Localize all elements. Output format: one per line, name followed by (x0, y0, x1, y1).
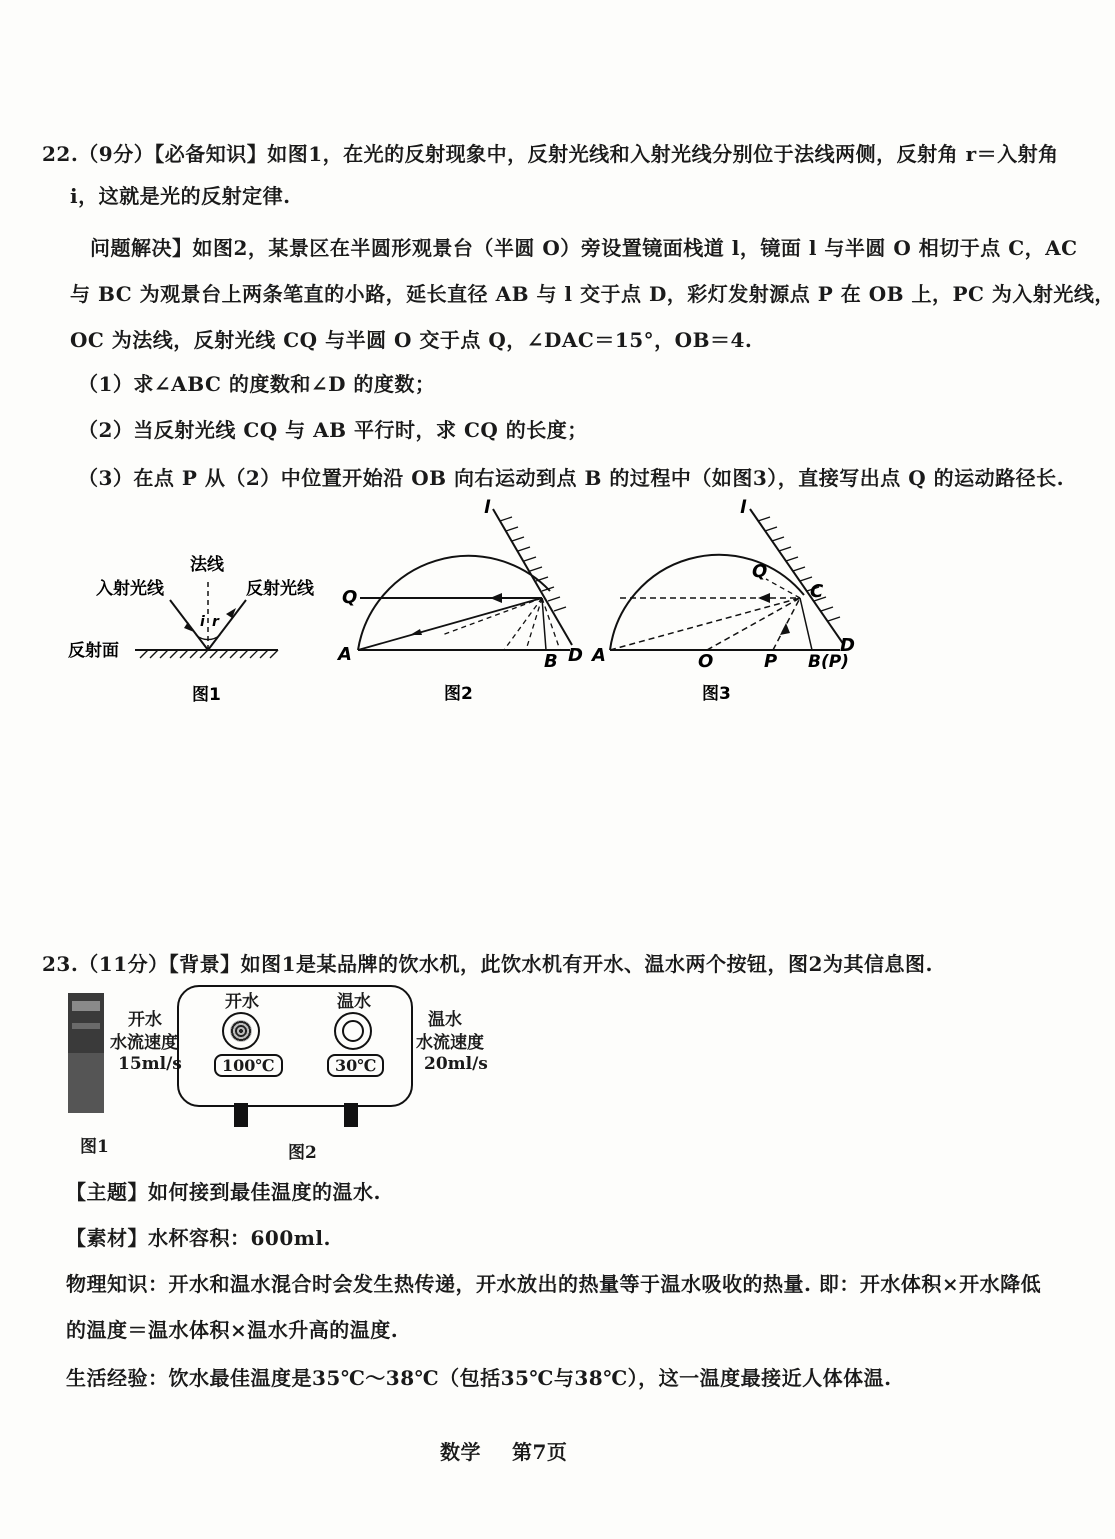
fig3-D-label: D (840, 635, 855, 656)
hot-temp-badge: 100℃ (214, 1054, 283, 1077)
fig1-r-label: r (212, 614, 219, 630)
footer-subject: 数学 (440, 1440, 481, 1464)
q23-life: 生活经验：饮水最佳温度是35℃～38℃（包括35℃与38℃），这一温度最接近人体体温. (66, 1366, 892, 1390)
q22-line1: 22.（9分）【必备知识】如图1，在光的反射现象中，反射光线和入射光线分别位于法线两侧，反射角 r＝入射角 (42, 142, 1059, 166)
q22-sub1: （1）求∠ABC 的度数和∠D 的度数； (78, 372, 436, 396)
q22-line2: i，这就是光的反射定律. (70, 184, 291, 208)
fig1-surface-label: 反射面 (68, 641, 119, 661)
warm-button-label: 温水 (337, 992, 371, 1012)
q23-theme: 【主题】如何接到最佳温度的温水. (66, 1180, 381, 1204)
q23-line1: 23.（11分）【背景】如图1是某品牌的饮水机，此饮水机有开水、温水两个按钮，图2为其信息图. (42, 952, 933, 976)
fig3-O-label: O (698, 651, 714, 672)
fig1-reflected-label: 反射光线 (246, 579, 314, 599)
q22-line3: 问题解决】如图2，某景区在半圆形观景台（半圆 O）旁设置镜面栈道 l，镜面 l 与半圆 O 相切于点 C，AC (90, 236, 1078, 260)
fig3-P-label: P (764, 651, 778, 672)
q22-sub3: （3）在点 P 从（2）中位置开始沿 OB 向右运动到点 B 的过程中（如图3），直接写出点 Q 的运动路径长. (78, 466, 1065, 490)
fig1-i-label: i (200, 614, 205, 630)
q22-line5: OC 为法线，反射光线 CQ 与半圆 O 交于点 Q，∠DAC＝15°，OB＝4. (70, 328, 753, 352)
footer-page: 第7页 (512, 1440, 568, 1464)
figure-2-semicircle (330, 495, 590, 710)
warm-button[interactable] (334, 1012, 372, 1050)
dispenser-panel (177, 985, 413, 1107)
q23-fig2-caption: 图2 (288, 1143, 317, 1163)
dispenser-leg-left (234, 1103, 248, 1127)
fig1-caption: 图1 (192, 685, 221, 705)
q23-fig1-caption: 图1 (80, 1137, 109, 1157)
dispenser-leg-right (344, 1103, 358, 1127)
dispenser-photo (68, 993, 104, 1113)
q23-material: 【素材】水杯容积：600ml. (66, 1226, 331, 1250)
figure-3-semicircle (590, 495, 860, 710)
warm-water-title: 温水 (428, 1010, 462, 1030)
q23-physics-line1: 物理知识：开水和温水混合时会发生热传递，开水放出的热量等于温水吸收的热量. 即：开水体积×开水降低 (66, 1272, 1042, 1296)
warm-flow-label: 水流速度 (416, 1033, 484, 1053)
fig3-C-label: C (810, 581, 824, 602)
fig2-l-label: l (484, 497, 491, 518)
warm-temp-badge: 30℃ (327, 1054, 384, 1077)
hot-button-label: 开水 (225, 992, 259, 1012)
figure-1-reflection (60, 540, 314, 710)
hot-button[interactable] (222, 1012, 260, 1050)
fig3-Q-label: Q (752, 561, 768, 582)
hot-flow-label: 水流速度 (110, 1033, 178, 1053)
warm-flow-value: 20ml/s (424, 1054, 488, 1074)
fig2-caption: 图2 (444, 684, 473, 704)
fig2-A-label: A (338, 644, 352, 665)
q22-line4: 与 BC 为观景台上两条笔直的小路，延长直径 AB 与 l 交于点 D，彩灯发射源点 P 在 OB 上，PC 为入射光线， (70, 282, 1115, 306)
fig2-B-label: B (544, 651, 558, 672)
fig2-D-label: D (568, 645, 583, 666)
fig3-BP-label: B(P) (808, 652, 849, 672)
q22-sub2: （2）当反射光线 CQ 与 AB 平行时，求 CQ 的长度； (78, 418, 588, 442)
q23-physics-line2: 的温度＝温水体积×温水升高的温度. (66, 1318, 399, 1342)
fig3-caption: 图3 (702, 684, 731, 704)
fig1-normal-label: 法线 (190, 555, 224, 575)
fig3-l-label: l (740, 497, 747, 518)
fig2-Q-label: Q (342, 587, 358, 608)
hot-water-title: 开水 (128, 1010, 162, 1030)
hot-flow-value: 15ml/s (118, 1054, 182, 1074)
fig3-A-label: A (592, 645, 606, 666)
fig1-incident-label: 入射光线 (96, 579, 164, 599)
